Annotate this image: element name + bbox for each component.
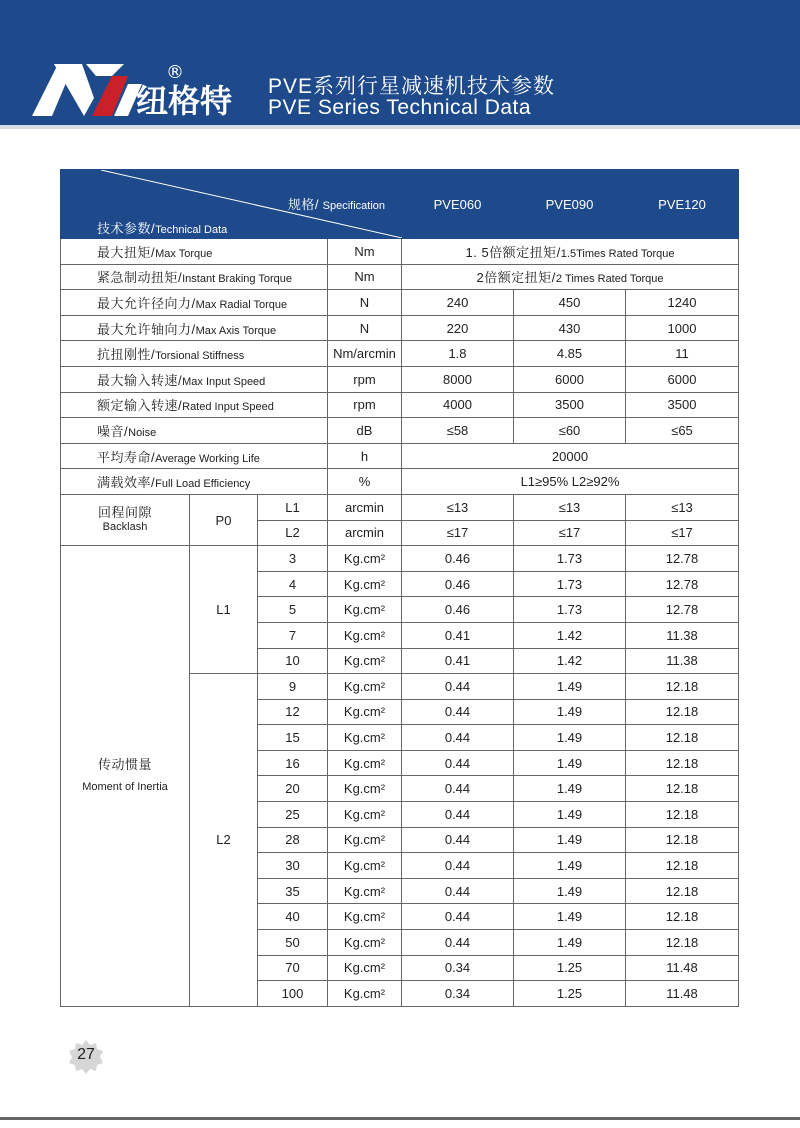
value-cell: 12.78 xyxy=(626,597,739,623)
ratio-cell: 28 xyxy=(258,827,328,853)
value-cell: 1.8 xyxy=(402,341,514,367)
value-cell: 220 xyxy=(402,315,514,341)
unit-cell: Kg.cm² xyxy=(328,674,402,700)
table-row xyxy=(61,264,739,290)
param-label: 技术参数/Technical Data xyxy=(97,221,228,236)
backlash-group: P0 xyxy=(190,494,258,545)
ratio-cell: 3 xyxy=(258,546,328,572)
stage-cell: L1 xyxy=(258,494,328,520)
value-cell: 0.44 xyxy=(402,853,514,879)
unit-cell: Nm xyxy=(328,264,402,290)
stage-group-cell: L1 xyxy=(190,546,258,674)
value-cell: 0.44 xyxy=(402,699,514,725)
value-cell: 1.49 xyxy=(514,802,626,828)
footer-rule xyxy=(0,1117,800,1120)
ratio-cell: 10 xyxy=(258,648,328,674)
value-cell: ≤17 xyxy=(402,520,514,546)
table-row xyxy=(61,469,739,495)
title-chinese: PVE系列行星减速机技术参数 xyxy=(268,75,556,98)
unit-cell: Kg.cm² xyxy=(328,802,402,828)
value-cell: ≤17 xyxy=(514,520,626,546)
ratio-cell: 100 xyxy=(258,981,328,1007)
unit-cell: Kg.cm² xyxy=(328,853,402,879)
value-cell: 12.18 xyxy=(626,878,739,904)
value-cell: ≤58 xyxy=(402,418,514,444)
unit-cell: Nm/arcmin xyxy=(328,341,402,367)
spec-label: 规格/ Specification xyxy=(287,197,385,212)
unit-cell: rpm xyxy=(328,392,402,418)
param-name: 额定输入转速/Rated Input Speed xyxy=(61,392,328,418)
value-cell: 1.49 xyxy=(514,827,626,853)
value-cell: 12.18 xyxy=(626,904,739,930)
unit-cell: Kg.cm² xyxy=(328,981,402,1007)
value-cell: 0.44 xyxy=(402,878,514,904)
ratio-cell: 30 xyxy=(258,853,328,879)
value-cell: 12.18 xyxy=(626,802,739,828)
model-header: PVE090 xyxy=(514,170,626,239)
unit-cell: Kg.cm² xyxy=(328,699,402,725)
model-header: PVE060 xyxy=(402,170,514,239)
value-cell: 12.18 xyxy=(626,853,739,879)
param-name: 最大扭矩/Max Torque xyxy=(61,239,328,265)
unit-cell: N xyxy=(328,290,402,316)
table-row xyxy=(61,443,739,469)
ratio-cell: 20 xyxy=(258,776,328,802)
page-header xyxy=(0,0,800,129)
value-cell: ≤13 xyxy=(626,494,739,520)
page-number: 27 xyxy=(77,1046,95,1063)
merged-value-cell: 20000 xyxy=(402,443,739,469)
value-cell: 0.46 xyxy=(402,571,514,597)
table-row xyxy=(61,494,739,520)
value-cell: 1.49 xyxy=(514,853,626,879)
value-cell: 12.18 xyxy=(626,674,739,700)
table-row xyxy=(61,290,739,316)
value-cell: 0.44 xyxy=(402,750,514,776)
table-row xyxy=(61,366,739,392)
value-cell: ≤65 xyxy=(626,418,739,444)
value-cell: ≤13 xyxy=(402,494,514,520)
table-header-row xyxy=(61,170,739,239)
unit-cell: Kg.cm² xyxy=(328,930,402,956)
unit-cell: Kg.cm² xyxy=(328,597,402,623)
value-cell: 12.18 xyxy=(626,750,739,776)
param-name: 抗扭刚性/Torsional Stiffness xyxy=(61,341,328,367)
ratio-cell: 50 xyxy=(258,930,328,956)
value-cell: 11.38 xyxy=(626,622,739,648)
value-cell: 12.78 xyxy=(626,571,739,597)
value-cell: 1.42 xyxy=(514,648,626,674)
unit-cell: Kg.cm² xyxy=(328,750,402,776)
unit-cell: dB xyxy=(328,418,402,444)
ratio-cell: 12 xyxy=(258,699,328,725)
value-cell: 8000 xyxy=(402,366,514,392)
unit-cell: Kg.cm² xyxy=(328,955,402,981)
unit-cell: Kg.cm² xyxy=(328,725,402,751)
param-name: 紧急制动扭矩/Instant Braking Torque xyxy=(61,264,328,290)
param-name: 最大输入转速/Max Input Speed xyxy=(61,366,328,392)
param-name: 最大允许径向力/Max Radial Torque xyxy=(61,290,328,316)
value-cell: 1.49 xyxy=(514,904,626,930)
value-cell: 1000 xyxy=(626,315,739,341)
value-cell: 1.25 xyxy=(514,981,626,1007)
value-cell: 12.18 xyxy=(626,725,739,751)
value-cell: 0.46 xyxy=(402,597,514,623)
value-cell: 0.34 xyxy=(402,955,514,981)
value-cell: 6000 xyxy=(514,366,626,392)
value-cell: 1.42 xyxy=(514,622,626,648)
unit-cell: Kg.cm² xyxy=(328,904,402,930)
company-logo xyxy=(28,54,258,124)
unit-cell: Kg.cm² xyxy=(328,546,402,572)
value-cell: 1240 xyxy=(626,290,739,316)
table-row xyxy=(61,239,739,265)
value-cell: 3500 xyxy=(514,392,626,418)
table-row xyxy=(61,341,739,367)
unit-cell: h xyxy=(328,443,402,469)
diagonal-header-cell xyxy=(61,170,402,239)
unit-cell: Kg.cm² xyxy=(328,571,402,597)
unit-cell: N xyxy=(328,315,402,341)
ratio-cell: 16 xyxy=(258,750,328,776)
ratio-cell: 15 xyxy=(258,725,328,751)
value-cell: 11.48 xyxy=(626,981,739,1007)
table-row xyxy=(61,392,739,418)
value-cell: 4000 xyxy=(402,392,514,418)
stage-cell: L2 xyxy=(258,520,328,546)
ratio-cell: 70 xyxy=(258,955,328,981)
unit-cell: % xyxy=(328,469,402,495)
value-cell: 11.48 xyxy=(626,955,739,981)
param-name: 最大允许轴向力/Max Axis Torque xyxy=(61,315,328,341)
value-cell: 1.49 xyxy=(514,699,626,725)
value-cell: 0.34 xyxy=(402,981,514,1007)
unit-cell: arcmin xyxy=(328,494,402,520)
ratio-cell: 9 xyxy=(258,674,328,700)
ratio-cell: 7 xyxy=(258,622,328,648)
backlash-label: 回程间隙 Backlash xyxy=(61,494,190,545)
table-row xyxy=(61,418,739,444)
value-cell: 1.49 xyxy=(514,930,626,956)
brand-name: 纽格特 xyxy=(136,82,233,120)
value-cell: 0.41 xyxy=(402,648,514,674)
table-row xyxy=(61,546,739,572)
value-cell: 1.49 xyxy=(514,878,626,904)
value-cell: 0.44 xyxy=(402,904,514,930)
unit-cell: Kg.cm² xyxy=(328,878,402,904)
value-cell: 12.18 xyxy=(626,827,739,853)
table-row xyxy=(61,315,739,341)
unit-cell: Kg.cm² xyxy=(328,622,402,648)
value-cell: 1.49 xyxy=(514,674,626,700)
value-cell: 430 xyxy=(514,315,626,341)
value-cell: ≤13 xyxy=(514,494,626,520)
ratio-cell: 25 xyxy=(258,802,328,828)
value-cell: 12.78 xyxy=(626,546,739,572)
registered-mark: ® xyxy=(166,62,184,83)
value-cell: 12.18 xyxy=(626,930,739,956)
value-cell: 11 xyxy=(626,341,739,367)
param-name: 噪音/Noise xyxy=(61,418,328,444)
value-cell: 0.46 xyxy=(402,546,514,572)
title-english: PVE Series Technical Data xyxy=(268,96,532,119)
value-cell: 3500 xyxy=(626,392,739,418)
value-cell: 0.44 xyxy=(402,725,514,751)
value-cell: 11.38 xyxy=(626,648,739,674)
value-cell: 1.25 xyxy=(514,955,626,981)
merged-value-cell: 1. 5倍额定扭矩/1.5Times Rated Torque xyxy=(402,239,739,265)
value-cell: 450 xyxy=(514,290,626,316)
unit-cell: rpm xyxy=(328,366,402,392)
ratio-cell: 35 xyxy=(258,878,328,904)
param-name: 平均寿命/Average Working Life xyxy=(61,443,328,469)
merged-value-cell: 2倍额定扭矩/2 Times Rated Torque xyxy=(402,264,739,290)
value-cell: 1.49 xyxy=(514,776,626,802)
unit-cell: Kg.cm² xyxy=(328,827,402,853)
value-cell: 0.44 xyxy=(402,930,514,956)
value-cell: ≤17 xyxy=(626,520,739,546)
value-cell: 1.73 xyxy=(514,597,626,623)
model-header: PVE120 xyxy=(626,170,739,239)
unit-cell: Nm xyxy=(328,239,402,265)
value-cell: 1.73 xyxy=(514,546,626,572)
value-cell: 1.49 xyxy=(514,725,626,751)
ratio-cell: 4 xyxy=(258,571,328,597)
param-name: 满载效率/Full Load Efficiency xyxy=(61,469,328,495)
value-cell: 12.18 xyxy=(626,776,739,802)
value-cell: 6000 xyxy=(626,366,739,392)
merged-value-cell: L1≥95% L2≥92% xyxy=(402,469,739,495)
unit-cell: Kg.cm² xyxy=(328,776,402,802)
value-cell: 4.85 xyxy=(514,341,626,367)
value-cell: 0.44 xyxy=(402,802,514,828)
value-cell: 0.44 xyxy=(402,674,514,700)
value-cell: ≤60 xyxy=(514,418,626,444)
value-cell: 0.44 xyxy=(402,827,514,853)
value-cell: 1.73 xyxy=(514,571,626,597)
value-cell: 240 xyxy=(402,290,514,316)
ratio-cell: 5 xyxy=(258,597,328,623)
value-cell: 0.44 xyxy=(402,776,514,802)
stage-group-cell: L2 xyxy=(190,674,258,1007)
ratio-cell: 40 xyxy=(258,904,328,930)
value-cell: 0.41 xyxy=(402,622,514,648)
unit-cell: arcmin xyxy=(328,520,402,546)
unit-cell: Kg.cm² xyxy=(328,648,402,674)
technical-data-table xyxy=(60,169,739,1007)
value-cell: 12.18 xyxy=(626,699,739,725)
inertia-label: 传动惯量 Moment of Inertia xyxy=(61,546,190,1007)
value-cell: 1.49 xyxy=(514,750,626,776)
